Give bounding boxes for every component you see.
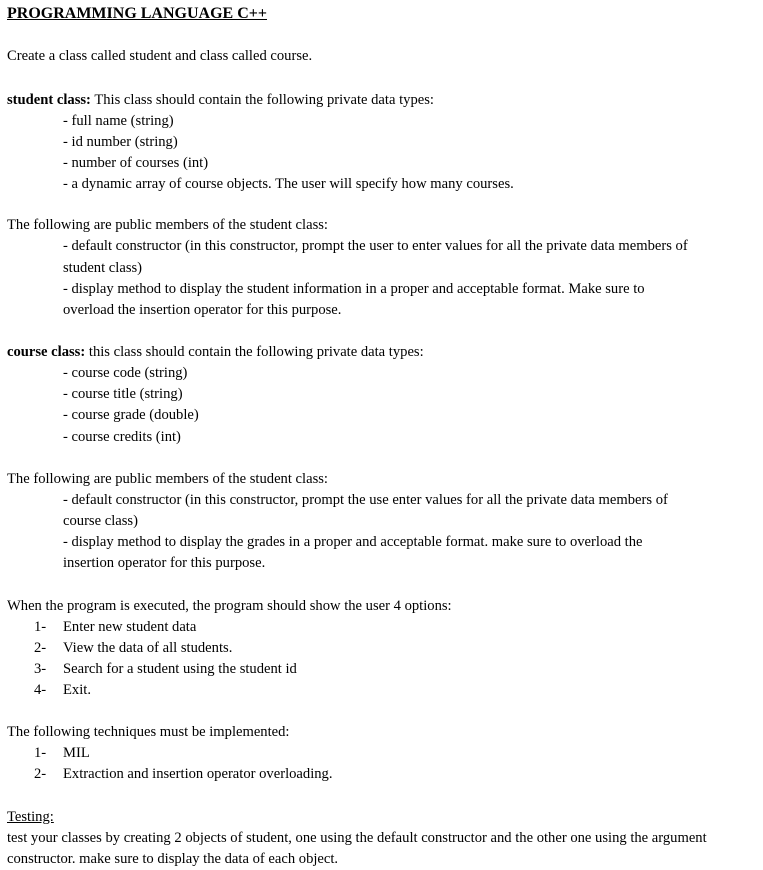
- student-field-item: - id number (string): [63, 134, 178, 150]
- course-field-item: - course credits (int): [63, 429, 181, 445]
- testing-line: test your classes by creating 2 objects of student, one using the default constructor and the other one using the argument: [7, 830, 707, 846]
- student-class-label: student class:: [7, 92, 91, 108]
- student-field-item: - a dynamic array of course objects. The user will specify how many courses.: [63, 176, 514, 192]
- student-class-desc: This class should contain the following private data types:: [94, 92, 434, 108]
- student-field-item: - number of courses (int): [63, 155, 209, 171]
- option-text: Enter new student data: [63, 619, 197, 635]
- testing-line: constructor. make sure to display the data of each object.: [7, 851, 339, 867]
- student-public-line: - display method to display the student information in a proper and acceptable format. Make sure to: [63, 281, 645, 297]
- techniques-heading: The following techniques must be implemented:: [7, 724, 290, 740]
- testing-heading: Testing:: [7, 809, 54, 825]
- option-text: Search for a student using the student id: [63, 661, 297, 677]
- course-class-label: course class:: [7, 344, 86, 360]
- course-class-heading: [7, 344, 424, 361]
- option-number: 2-: [34, 640, 47, 656]
- technique-number: 1-: [34, 745, 47, 761]
- technique-text: Extraction and insertion operator overloading.: [63, 766, 333, 782]
- course-public-heading: The following are public members of the student class:: [7, 471, 328, 487]
- student-class-heading: [7, 92, 434, 109]
- option-number: 4-: [34, 682, 47, 698]
- course-public-line: - display method to display the grades in a proper and acceptable format. make sure to overload the: [63, 534, 643, 550]
- course-class-desc: this class should contain the following private data types:: [88, 344, 424, 360]
- intro-text: Create a class called student and class called course.: [7, 48, 313, 64]
- course-field-item: - course grade (double): [63, 407, 199, 423]
- course-field-item: - course title (string): [63, 386, 183, 402]
- student-public-line: overload the insertion operator for this purpose.: [63, 302, 342, 318]
- course-public-line: insertion operator for this purpose.: [63, 555, 266, 571]
- page-title: PROGRAMMING LANGUAGE C++: [7, 5, 267, 22]
- option-text: View the data of all students.: [63, 640, 233, 656]
- course-field-item: - course code (string): [63, 365, 188, 381]
- option-number: 1-: [34, 619, 47, 635]
- technique-number: 2-: [34, 766, 47, 782]
- options-heading: When the program is executed, the program should show the user 4 options:: [7, 598, 452, 614]
- technique-text: MIL: [63, 745, 90, 761]
- student-field-item: - full name (string): [63, 113, 174, 129]
- option-number: 3-: [34, 661, 47, 677]
- option-text: Exit.: [63, 682, 91, 698]
- student-public-line: student class): [63, 260, 143, 276]
- student-public-line: - default constructor (in this constructor, prompt the user to enter values for all the private data members of: [63, 238, 688, 254]
- course-public-line: - default constructor (in this constructor, prompt the use enter values for all the private data members of: [63, 492, 668, 508]
- course-public-line: course class): [63, 513, 138, 529]
- student-public-heading: The following are public members of the student class:: [7, 217, 328, 233]
